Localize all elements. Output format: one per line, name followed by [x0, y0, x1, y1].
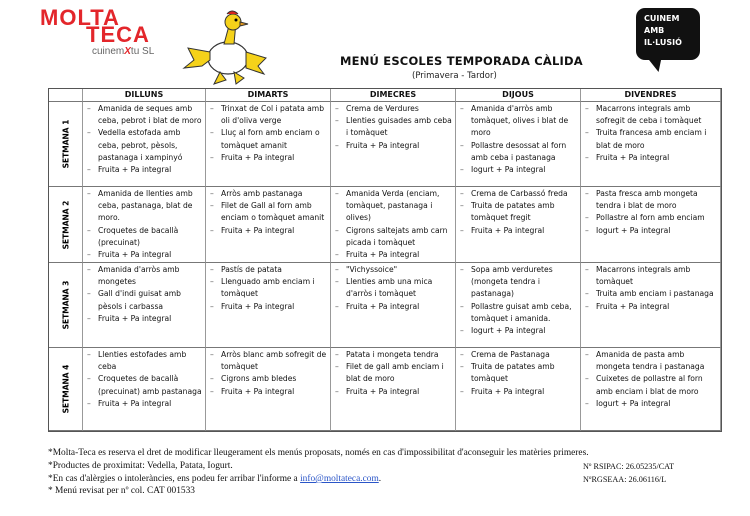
menu-item: – Filet de Gall al forn amb enciam o tomàquet amanit — [208, 200, 327, 224]
menu-item: – Fruita + Pa integral — [85, 398, 202, 410]
menu-item: – Fruita + Pa integral — [208, 152, 327, 164]
menu-item: – Vedella estofada amb ceba, pebrot, pèsols, pastanaga i xampinyó — [85, 127, 202, 164]
menu-item: – Crema de Verdures — [333, 103, 452, 115]
menu-cell-dimecres — [331, 187, 456, 263]
menu-item: – Llenties estofades amb ceba — [85, 349, 202, 373]
menu-item: – Fruita + Pa integral — [333, 140, 452, 152]
corner-cell — [49, 89, 83, 102]
menu-item: – Llenties amb una mica d'arròs i tomàquet — [333, 276, 452, 300]
menu-item: – Fruita + Pa integral — [458, 225, 577, 237]
menu-item: – Gall d'indi guisat amb pèsols i carbassa — [85, 288, 202, 312]
tagline-b: tu SL — [130, 46, 155, 57]
menu-item: – Macarrons integrals amb sofregit de ceba i tomàquet — [583, 103, 717, 127]
menu-item: – Pollastre al forn amb enciam — [583, 212, 717, 224]
menu-cell-dilluns — [83, 348, 206, 431]
menu-item: – Macarrons integrals amb tomàquet — [583, 264, 717, 288]
menu-item: – Croquetes de bacallà (precuinat) — [85, 225, 202, 249]
menu-item: – Filet de gall amb enciam i blat de moro — [333, 361, 452, 385]
menu-cell-divendres — [581, 187, 721, 263]
menu-item: – Fruita + Pa integral — [333, 386, 452, 398]
slogan-line: AMB — [644, 26, 665, 35]
menu-item: – Amanida d'arròs amb tomàquet, olives i blat de moro — [458, 103, 577, 140]
logo-tagline — [92, 46, 154, 57]
menu-item: – Lluç al forn amb enciam o tomàquet amanit — [208, 127, 327, 151]
menu-item: – Truita francesa amb enciam i blat de moro — [583, 127, 717, 151]
menu-cell-dijous — [456, 102, 581, 187]
menu-item: – Amanida de pasta amb mongeta tendra i pastanaga — [583, 349, 717, 373]
week-label-cell — [49, 102, 83, 187]
menu-item: – Iogurt + Pa integral — [458, 164, 577, 176]
week-label: SETMANA 2 — [61, 200, 70, 249]
menu-cell-divendres — [581, 348, 721, 431]
menu-cell-dimarts — [206, 263, 331, 348]
page-title: MENÚ ESCOLES TEMPORADA CÀLIDA — [340, 54, 583, 68]
menu-item: – Llenties guisades amb ceba i tomàquet — [333, 115, 452, 139]
menu-item: – Truita de patates amb tomàquet — [458, 361, 577, 385]
menu-item: – Iogurt + Pa integral — [458, 325, 577, 337]
rsipac-number: Nº RSIPAC: 26.05235/CAT — [583, 462, 675, 471]
menu-item: – Cigrons amb bledes — [208, 373, 327, 385]
menu-item: – Pasta fresca amb mongeta tendra i blat de moro — [583, 188, 717, 212]
week-label-cell — [49, 263, 83, 348]
slogan-line: IL·LUSIÓ — [644, 38, 682, 47]
menu-item: – Fruita + Pa integral — [208, 386, 327, 398]
note3-suffix: . — [378, 474, 382, 484]
menu-item: – Amanida d'arròs amb mongetes — [85, 264, 202, 288]
week-label: SETMANA 1 — [61, 119, 70, 169]
menu-item: – Croquetes de bacallà (precuinat) amb pastanaga — [85, 373, 202, 397]
menu-item: – Iogurt + Pa integral — [583, 225, 717, 237]
menu-cell-dimecres — [331, 348, 456, 431]
menu-item: – Pastís de patata — [208, 264, 327, 276]
tagline-x: X — [124, 46, 131, 57]
menu-item: – Fruita + Pa integral — [85, 164, 202, 176]
menu-cell-divendres — [581, 263, 721, 348]
menu-item: – Crema de Pastanaga — [458, 349, 577, 361]
menu-item: – Sopa amb verduretes (mongeta tendra i pastanaga) — [458, 264, 577, 301]
menu-cell-dimarts — [206, 187, 331, 263]
menu-item: – Cigrons saltejats amb carn picada i tomàquet — [333, 225, 452, 249]
note3-text: *En cas d'alèrgies o intoleràncies, ens podeu fer arribar l'informe a — [48, 474, 301, 484]
menu-item: – Truita amb enciam i pastanaga — [583, 288, 717, 300]
menu-item: – Amanida de seques amb ceba, pebrot i blat de moro — [85, 103, 202, 127]
logo-line2: TECA — [86, 22, 150, 47]
chicken-mascot-icon — [180, 8, 270, 86]
menu-item: – Fruita + Pa integral — [208, 225, 327, 237]
menu-item: – Cuixetes de pollastre al forn amb enciam i blat de moro — [583, 373, 717, 397]
menu-item: – Fruita + Pa integral — [85, 249, 202, 261]
slogan-line: CUINEM — [644, 14, 680, 23]
day-header-dimecres: DIMECRES — [331, 89, 456, 102]
menu-item: – Trinxat de Col i patata amb oli d'oliva verge — [208, 103, 327, 127]
menu-item: – Fruita + Pa integral — [333, 301, 452, 313]
week-label-cell — [49, 187, 83, 263]
menu-cell-dimarts — [206, 102, 331, 187]
menu-item: – Truita de patates amb tomàquet fregit — [458, 200, 577, 224]
menu-cell-dilluns — [83, 187, 206, 263]
logo-line1: MOLTA — [40, 5, 120, 30]
menu-item: – Amanida Verda (enciam, tomàquet, pastanaga i olives) — [333, 188, 452, 225]
menu-item: – Amanida de llenties amb ceba, pastanaga, blat de moro. — [85, 188, 202, 225]
menu-item: – Fruita + Pa integral — [458, 386, 577, 398]
page-subtitle: (Primavera - Tardor) — [412, 71, 497, 81]
email-link[interactable]: info@moltateca.com — [300, 474, 379, 484]
slogan-bubble — [636, 8, 700, 60]
molta-teca-logo — [40, 6, 160, 56]
menu-item: – Fruita + Pa integral — [85, 313, 202, 325]
footer-note-3 — [48, 474, 381, 484]
week-label: SETMANA 4 — [61, 364, 70, 414]
menu-item: – Pollastre guisat amb ceba, tomàquet i amanida. — [458, 301, 577, 325]
day-header-dimarts: DIMARTS — [206, 89, 331, 102]
tagline-a: cuinem — [92, 46, 125, 57]
menu-cell-dijous — [456, 263, 581, 348]
day-header-dijous: DIJOUS — [456, 89, 581, 102]
menu-item: – Patata i mongeta tendra — [333, 349, 452, 361]
menu-table — [48, 88, 722, 432]
menu-cell-dijous — [456, 187, 581, 263]
footer-note-2: *Productes de proximitat: Vedella, Patata, Iogurt. — [48, 461, 233, 471]
menu-item: – Arròs blanc amb sofregit de tomàquet — [208, 349, 327, 373]
menu-item: – Fruita + Pa integral — [583, 152, 717, 164]
menu-cell-dilluns — [83, 263, 206, 348]
menu-item: – "Vichyssoice" — [333, 264, 452, 276]
rgseaa-number: NºRGSEAA: 26.06116/L — [583, 475, 667, 484]
menu-item: – Pollastre desossat al forn amb ceba i pastanaga — [458, 140, 577, 164]
menu-item: – Fruita + Pa integral — [583, 301, 717, 313]
menu-cell-dijous — [456, 348, 581, 431]
menu-item: – Fruita + Pa integral — [333, 249, 452, 261]
menu-item: – Iogurt + Pa integral — [583, 398, 717, 410]
menu-cell-divendres — [581, 102, 721, 187]
day-header-dilluns: DILLUNS — [83, 89, 206, 102]
footer-note-4: * Menú revisat per nº col. CAT 001533 — [48, 486, 195, 496]
week-label-cell — [49, 348, 83, 431]
menu-cell-dimecres — [331, 102, 456, 187]
week-label: SETMANA 3 — [61, 280, 70, 330]
menu-item: – Fruita + Pa integral — [208, 301, 327, 313]
menu-cell-dimecres — [331, 263, 456, 348]
menu-cell-dimarts — [206, 348, 331, 431]
footer-note-1: *Molta-Teca es reserva el dret de modificar lleugerament els menús proposats, només en cas d'impossibilitat d'aconseguir les matèries primeres. — [48, 448, 589, 458]
menu-cell-dilluns — [83, 102, 206, 187]
menu-item: – Crema de Carbassó freda — [458, 188, 577, 200]
menu-item: – Arròs amb pastanaga — [208, 188, 327, 200]
day-header-divendres: DIVENDRES — [581, 89, 721, 102]
menu-item: – Llenguado amb enciam i tomàquet — [208, 276, 327, 300]
